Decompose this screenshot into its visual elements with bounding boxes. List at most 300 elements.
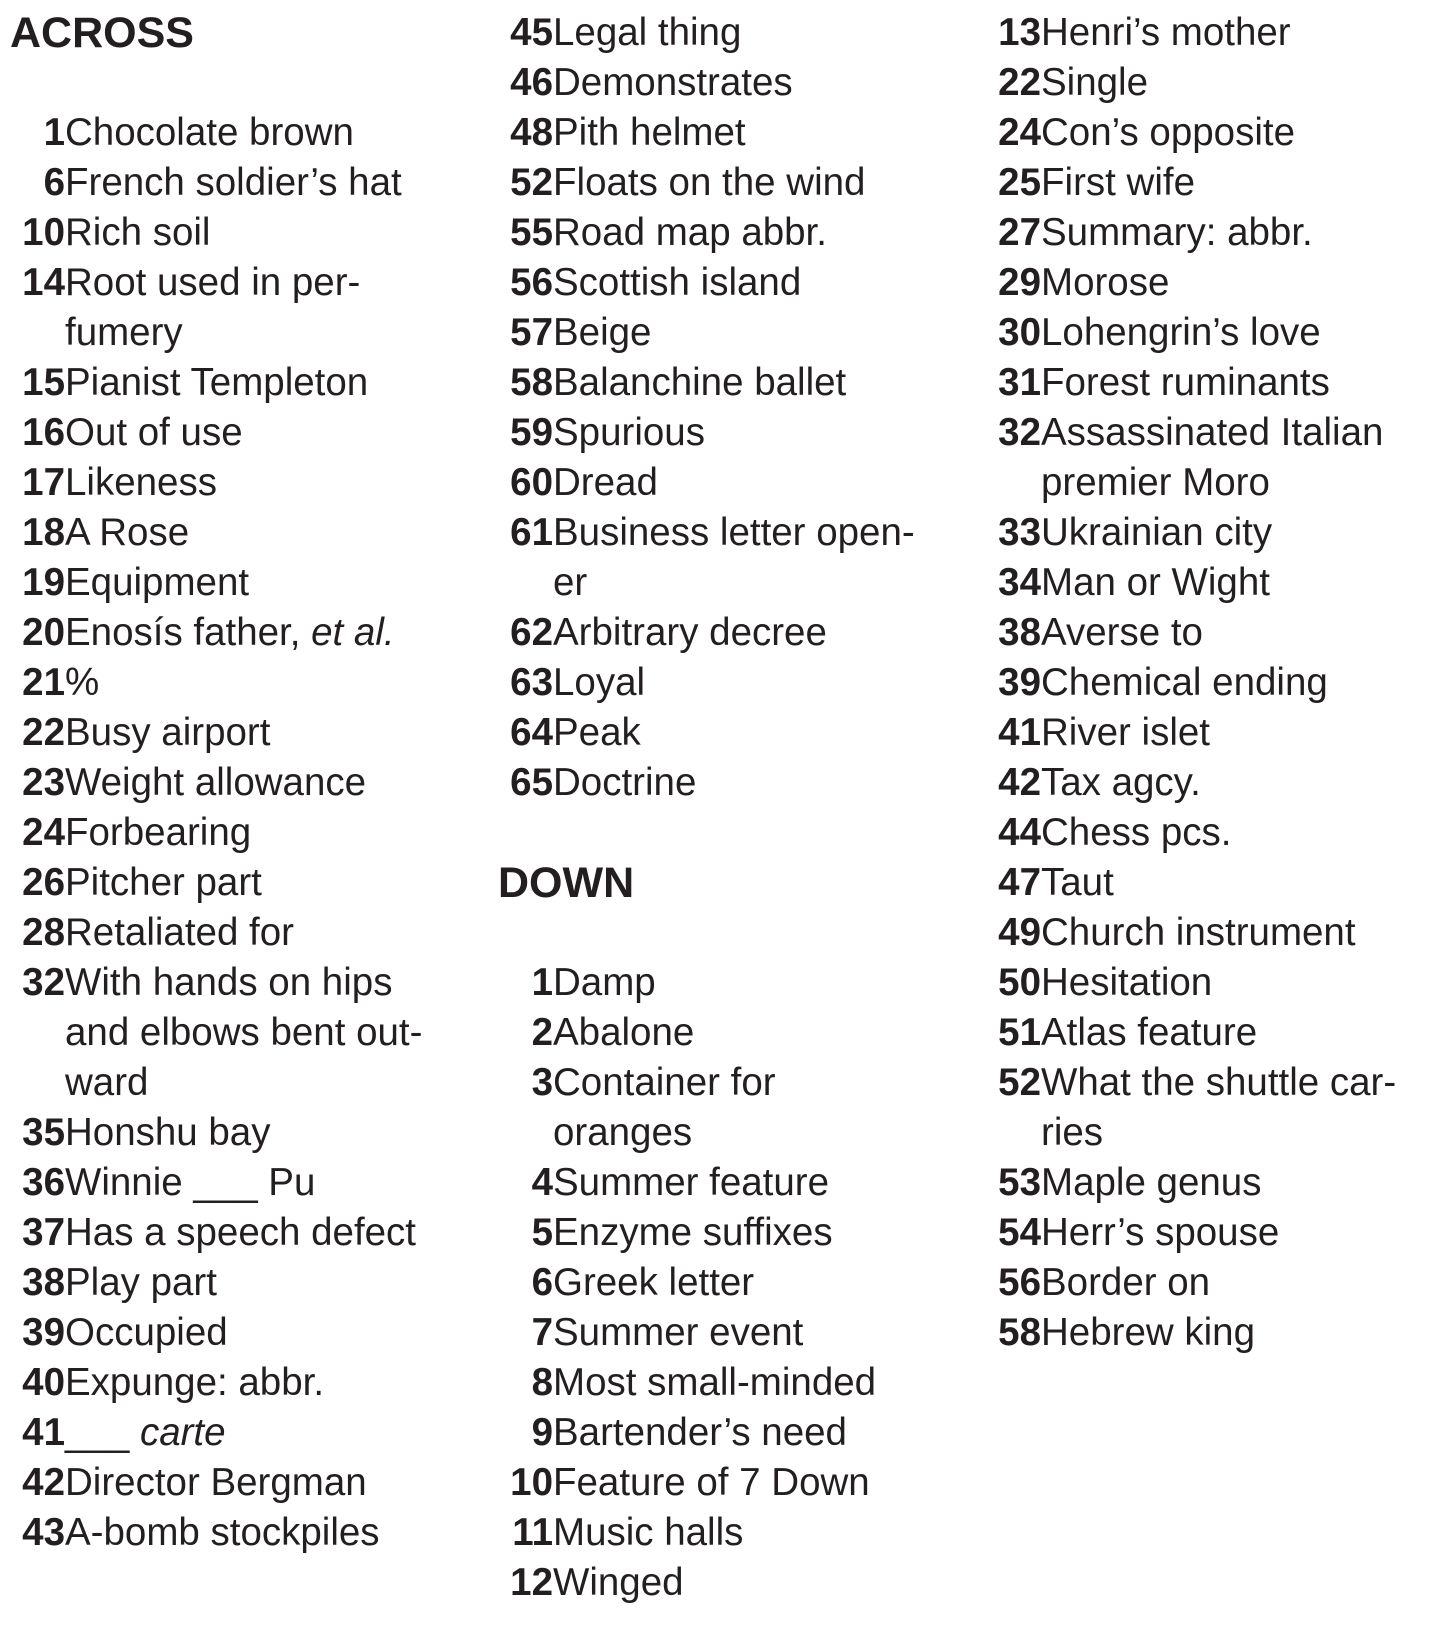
clue-text-line: Weight allowance <box>65 761 367 804</box>
clue-number: 24 <box>998 111 1041 154</box>
clue-text <box>1041 908 1431 958</box>
across-clue <box>498 258 968 308</box>
clue-text <box>553 208 968 258</box>
clue-number: 58 <box>510 361 553 404</box>
clue-text <box>553 1358 968 1408</box>
across-clue <box>10 1158 480 1208</box>
clue-text-line: Pith helmet <box>553 111 746 154</box>
clue-text <box>1041 1308 1431 1358</box>
across-clue <box>498 358 968 408</box>
clue-text-line: Business letter open- <box>553 511 915 554</box>
clue-text <box>553 408 968 458</box>
clue-text <box>553 1558 968 1608</box>
clue-text-line: Spurious <box>553 411 705 454</box>
clue-number: 47 <box>998 861 1041 904</box>
down-clue <box>986 308 1431 358</box>
clue-text <box>65 808 480 858</box>
clue-text-line: Out of use <box>65 411 243 454</box>
clue-text-line: er <box>553 561 588 604</box>
clue-number: 23 <box>22 761 65 804</box>
clue-number: 2 <box>531 1011 553 1054</box>
clue-number: 49 <box>998 911 1041 954</box>
clue-number: 51 <box>998 1011 1041 1054</box>
clue-text <box>1041 958 1431 1008</box>
clue-text <box>65 658 480 708</box>
clue-text <box>65 508 480 558</box>
across-clue <box>10 258 480 358</box>
down-heading: DOWN <box>498 859 635 907</box>
clue-number: 38 <box>22 1261 65 1304</box>
clue-text-line: Chocolate brown <box>65 111 354 154</box>
clue-text-line: Retaliated for <box>65 911 294 954</box>
clue-text-line: Music halls <box>553 1511 744 1554</box>
across-clue <box>10 408 480 458</box>
clue-text <box>65 108 480 158</box>
clue-text-line: Henri’s mother <box>1041 11 1291 54</box>
clue-text <box>553 358 968 408</box>
clue-text <box>553 1508 968 1558</box>
clue-text-line: Enosís father, et al. <box>65 611 395 654</box>
down-clue <box>986 608 1431 658</box>
down-clue <box>986 108 1431 158</box>
clue-text <box>65 1408 480 1458</box>
clue-number: 31 <box>998 361 1041 404</box>
clue-text <box>65 258 480 358</box>
clue-text-line: Forbearing <box>65 811 252 854</box>
clue-text-line: Hesitation <box>1041 961 1213 1004</box>
clue-text <box>65 408 480 458</box>
clue-number: 5 <box>531 1211 553 1254</box>
clue-number: 35 <box>22 1111 65 1154</box>
across-clue <box>10 1408 480 1458</box>
clue-text <box>65 608 480 658</box>
heading-spacer <box>10 58 480 108</box>
clue-text <box>553 1008 968 1058</box>
across-clue <box>498 208 968 258</box>
clue-text-line: Loyal <box>553 661 646 704</box>
clue-number: 8 <box>531 1361 553 1404</box>
clue-text-line: Maple genus <box>1041 1161 1262 1204</box>
clue-text-line: Morose <box>1041 261 1170 304</box>
clue-text-line: Scottish island <box>553 261 802 304</box>
across-clue <box>10 1258 480 1308</box>
down-clue <box>986 8 1431 58</box>
clue-number: 65 <box>510 761 553 804</box>
clue-text <box>553 58 968 108</box>
clue-text-line: Damp <box>553 961 656 1004</box>
clue-text-line: Bartender’s need <box>553 1411 847 1454</box>
across-clue <box>10 758 480 808</box>
down-clue <box>986 758 1431 808</box>
clue-text <box>553 1058 968 1158</box>
across-clue <box>10 908 480 958</box>
down-clue <box>986 358 1431 408</box>
down-clue <box>986 558 1431 608</box>
clue-text-line: First wife <box>1041 161 1195 204</box>
clue-number: 10 <box>510 1461 553 1504</box>
clue-text <box>65 958 480 1108</box>
across-clue-list <box>10 108 480 1558</box>
clue-text <box>553 158 968 208</box>
down-clue <box>498 1158 968 1208</box>
clue-text-line: Busy airport <box>65 711 271 754</box>
clue-text-line: What the shuttle car- <box>1041 1061 1397 1104</box>
clue-text-line: Road map abbr. <box>553 211 827 254</box>
clue-text-line: ward <box>65 1061 149 1104</box>
clue-text <box>553 708 968 758</box>
down-clue <box>498 1458 968 1508</box>
clue-text-line: Chemical ending <box>1041 661 1328 704</box>
clue-text <box>1041 258 1431 308</box>
clue-text <box>553 1308 968 1358</box>
clue-text-line: Balanchine ballet <box>553 361 847 404</box>
across-clue <box>10 858 480 908</box>
clue-text <box>65 1208 480 1258</box>
clue-text <box>65 358 480 408</box>
clue-number: 20 <box>22 611 65 654</box>
across-clue-list-continued <box>498 8 968 808</box>
clue-text-line: Root used in per- <box>65 261 361 304</box>
across-clue <box>10 808 480 858</box>
clue-text-line: Hebrew king <box>1041 1311 1255 1354</box>
clue-text <box>65 1258 480 1308</box>
down-clue <box>986 1008 1431 1058</box>
clue-text-line: Man or Wight <box>1041 561 1270 604</box>
clue-text-line: Doctrine <box>553 761 697 804</box>
clue-number: 1 <box>43 111 65 154</box>
clue-number: 60 <box>510 461 553 504</box>
clue-number: 3 <box>531 1061 553 1104</box>
clue-text <box>65 1308 480 1358</box>
across-clue <box>10 358 480 408</box>
column-3 <box>986 8 1431 1358</box>
down-clue <box>986 658 1431 708</box>
across-clue <box>10 1308 480 1358</box>
clue-number: 28 <box>22 911 65 954</box>
clue-number: 58 <box>998 1311 1041 1354</box>
clue-text-line: Likeness <box>65 461 217 504</box>
clue-number: 56 <box>998 1261 1041 1304</box>
clue-text-line: Averse to <box>1041 611 1203 654</box>
clue-text <box>1041 358 1431 408</box>
down-clue <box>498 1058 968 1158</box>
clue-number: 32 <box>22 961 65 1004</box>
clue-text <box>65 458 480 508</box>
clue-number: 42 <box>998 761 1041 804</box>
clue-number: 14 <box>22 261 65 304</box>
down-clue <box>986 58 1431 108</box>
clue-text-line: Play part <box>65 1261 217 1304</box>
clue-text <box>1041 58 1431 108</box>
clue-text <box>65 1108 480 1158</box>
clue-text <box>1041 1058 1431 1158</box>
clue-number: 39 <box>22 1311 65 1354</box>
clue-text <box>553 1458 968 1508</box>
clue-number: 16 <box>22 411 65 454</box>
across-clue <box>10 208 480 258</box>
across-clue <box>10 608 480 658</box>
clue-text-line: Most small-minded <box>553 1361 877 1404</box>
across-clue <box>10 1358 480 1408</box>
across-clue <box>498 708 968 758</box>
clue-text <box>553 658 968 708</box>
clue-text <box>553 608 968 658</box>
clue-text-line: fumery <box>65 311 183 354</box>
across-clue <box>498 308 968 358</box>
clue-text <box>553 108 968 158</box>
clue-text-line: Taut <box>1041 861 1114 904</box>
clue-number: 6 <box>43 161 65 204</box>
clue-text-line: Container for <box>553 1061 776 1104</box>
down-clue <box>498 1308 968 1358</box>
clue-text-line: Pitcher part <box>65 861 262 904</box>
across-clue <box>10 658 480 708</box>
across-clue <box>498 408 968 458</box>
clue-text-line: Enzyme suffixes <box>553 1211 833 1254</box>
clue-text-line: River islet <box>1041 711 1211 754</box>
across-clue <box>10 1508 480 1558</box>
clue-text-line: Feature of 7 Down <box>553 1461 870 1504</box>
down-clue <box>986 508 1431 558</box>
across-clue <box>498 458 968 508</box>
clue-text <box>1041 208 1431 258</box>
across-clue <box>498 658 968 708</box>
clue-number: 17 <box>22 461 65 504</box>
clue-number: 29 <box>998 261 1041 304</box>
clue-text-line: Peak <box>553 711 641 754</box>
clue-text-line: With hands on hips <box>65 961 393 1004</box>
clue-number: 55 <box>510 211 553 254</box>
clue-text-line: Ukrainian city <box>1041 511 1273 554</box>
clue-number: 56 <box>510 261 553 304</box>
clue-number: 52 <box>510 161 553 204</box>
across-clue <box>10 958 480 1108</box>
clue-number: 44 <box>998 811 1041 854</box>
clue-number: 32 <box>998 411 1041 454</box>
clue-number: 37 <box>22 1211 65 1254</box>
clue-text <box>553 458 968 508</box>
down-clue <box>986 1308 1431 1358</box>
clue-number: 43 <box>22 1511 65 1554</box>
clue-text <box>553 758 968 808</box>
clue-text-line: Floats on the wind <box>553 161 866 204</box>
clue-text-line: and elbows bent out- <box>65 1011 423 1054</box>
clue-text <box>65 558 480 608</box>
clue-number: 25 <box>998 161 1041 204</box>
clue-text-line: Forest ruminants <box>1041 361 1330 404</box>
clue-number: 27 <box>998 211 1041 254</box>
column-1 <box>10 8 480 1558</box>
clue-text <box>553 508 968 608</box>
clue-number: 45 <box>510 11 553 54</box>
down-clue <box>498 1408 968 1458</box>
clue-number: 10 <box>22 211 65 254</box>
down-clue <box>986 808 1431 858</box>
clue-number: 46 <box>510 61 553 104</box>
clue-text-line: ___ carte <box>65 1411 226 1454</box>
clue-text-line: Chess pcs. <box>1041 811 1232 854</box>
clue-number: 11 <box>512 1511 553 1554</box>
clue-number: 54 <box>998 1211 1041 1254</box>
clue-text-line: Winnie ___ Pu <box>65 1161 316 1204</box>
clue-text-line: ries <box>1041 1111 1104 1154</box>
down-clue <box>498 958 968 1008</box>
clue-text-line: Demonstrates <box>553 61 793 104</box>
clue-text <box>553 958 968 1008</box>
clue-text-line: Summary: abbr. <box>1041 211 1313 254</box>
clue-text-line: Rich soil <box>65 211 211 254</box>
clue-text <box>1041 658 1431 708</box>
clue-text-line: Summer feature <box>553 1161 830 1204</box>
down-clue-list <box>498 958 968 1608</box>
clue-number: 41 <box>998 711 1041 754</box>
clue-text-line: Herr’s spouse <box>1041 1211 1280 1254</box>
down-clue <box>498 1258 968 1308</box>
clue-text-line: oranges <box>553 1111 693 1154</box>
clue-text <box>1041 758 1431 808</box>
clue-text <box>65 158 480 208</box>
clue-text <box>553 1158 968 1208</box>
clue-number: 53 <box>998 1161 1041 1204</box>
down-clue <box>986 258 1431 308</box>
clue-number: 15 <box>22 361 65 404</box>
clue-number: 36 <box>22 1161 65 1204</box>
clue-text <box>1041 108 1431 158</box>
across-clue <box>10 1108 480 1158</box>
clue-number: 18 <box>22 511 65 554</box>
across-clue <box>498 758 968 808</box>
clue-text-line: Lohengrin’s love <box>1041 311 1321 354</box>
clue-number: 4 <box>531 1161 553 1204</box>
clue-text-line: premier Moro <box>1041 461 1270 504</box>
clue-number: 26 <box>22 861 65 904</box>
clue-number: 34 <box>998 561 1041 604</box>
clue-text <box>65 708 480 758</box>
clue-text <box>65 208 480 258</box>
clue-text-line: Greek letter <box>553 1261 755 1304</box>
across-clue <box>10 108 480 158</box>
down-clue <box>986 858 1431 908</box>
clue-number: 13 <box>998 11 1041 54</box>
clue-text <box>1041 1208 1431 1258</box>
down-clue <box>498 1508 968 1558</box>
clue-number: 21 <box>22 661 65 704</box>
clue-number: 39 <box>998 661 1041 704</box>
clue-number: 38 <box>998 611 1041 654</box>
across-heading: ACROSS <box>10 9 194 57</box>
clue-text <box>65 858 480 908</box>
down-clue <box>498 1208 968 1258</box>
clue-text <box>1041 858 1431 908</box>
down-clue <box>986 1258 1431 1308</box>
clue-number: 22 <box>998 61 1041 104</box>
clue-text <box>1041 1008 1431 1058</box>
across-clue <box>498 508 968 608</box>
clue-number: 59 <box>510 411 553 454</box>
clue-text-line: Church instrument <box>1041 911 1356 954</box>
clue-number: 50 <box>998 961 1041 1004</box>
down-clue-list-continued <box>986 8 1431 1358</box>
clue-text-line: Pianist Templeton <box>65 361 369 404</box>
down-clue <box>986 958 1431 1008</box>
clue-text-line: Arbitrary decree <box>553 611 827 654</box>
clue-text-line: Assassinated Italian <box>1041 411 1384 454</box>
across-clue <box>10 708 480 758</box>
down-clue <box>986 408 1431 508</box>
down-clue <box>986 1158 1431 1208</box>
clue-text <box>553 1408 968 1458</box>
clue-number: 33 <box>998 511 1041 554</box>
clue-text <box>1041 408 1431 508</box>
clue-number: 22 <box>22 711 65 754</box>
clue-text <box>553 308 968 358</box>
clue-number: 30 <box>998 311 1041 354</box>
across-clue <box>10 1458 480 1508</box>
down-clue <box>986 208 1431 258</box>
clue-number: 64 <box>510 711 553 754</box>
clue-number: 42 <box>22 1461 65 1504</box>
clue-text-line: French soldier’s hat <box>65 161 402 204</box>
clue-text <box>1041 808 1431 858</box>
across-clue <box>10 1208 480 1258</box>
clue-number: 52 <box>998 1061 1041 1104</box>
clue-text-line: Director Bergman <box>65 1461 367 1504</box>
clue-text <box>1041 558 1431 608</box>
clue-text-line: Winged <box>553 1561 684 1604</box>
clue-number: 62 <box>510 611 553 654</box>
clue-text <box>1041 1158 1431 1208</box>
clue-text <box>65 1158 480 1208</box>
clue-number: 41 <box>22 1411 65 1454</box>
clue-text-line: Tax agcy. <box>1041 761 1201 804</box>
clue-text-line: Occupied <box>65 1311 228 1354</box>
clue-text <box>1041 508 1431 558</box>
clue-number: 24 <box>22 811 65 854</box>
down-clue <box>986 1208 1431 1258</box>
clue-text <box>1041 1258 1431 1308</box>
clue-text <box>1041 608 1431 658</box>
across-clue <box>498 608 968 658</box>
clue-text <box>553 1258 968 1308</box>
down-clue <box>986 908 1431 958</box>
clue-text-line: Equipment <box>65 561 250 604</box>
down-clue <box>986 708 1431 758</box>
clue-text-line: Legal thing <box>553 11 742 54</box>
across-clue <box>498 158 968 208</box>
across-clue <box>498 8 968 58</box>
column-2 <box>498 8 968 1608</box>
clue-text <box>1041 158 1431 208</box>
clue-text-line: Expunge: abbr. <box>65 1361 325 1404</box>
clue-text <box>1041 8 1431 58</box>
clue-text <box>553 1208 968 1258</box>
clue-text-line: % <box>65 661 100 704</box>
down-clue <box>498 1008 968 1058</box>
down-clue <box>498 1558 968 1608</box>
clue-text-line: Beige <box>553 311 652 354</box>
clue-number: 57 <box>510 311 553 354</box>
clue-text <box>1041 708 1431 758</box>
clue-number: 40 <box>22 1361 65 1404</box>
clue-text-line: Has a speech defect <box>65 1211 416 1254</box>
clue-text-line: Abalone <box>553 1011 695 1054</box>
clue-number: 9 <box>531 1411 553 1454</box>
clue-text-line: Single <box>1041 61 1149 104</box>
clue-text-line: Dread <box>553 461 658 504</box>
clue-text <box>553 258 968 308</box>
clue-number: 63 <box>510 661 553 704</box>
clue-text-line: Honshu bay <box>65 1111 271 1154</box>
